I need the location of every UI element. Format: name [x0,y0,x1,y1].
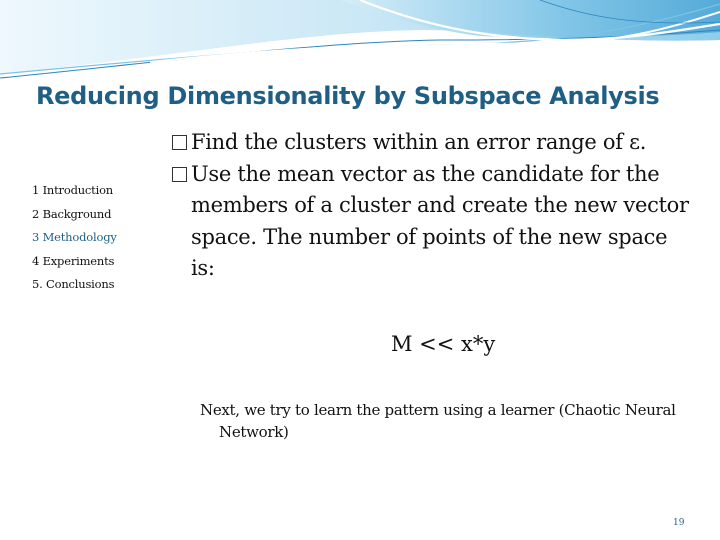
nav-item-introduction[interactable]: 1 Introduction [32,183,114,197]
page-number: 19 [673,518,685,528]
nav-item-methodology[interactable]: 3 Methodology [32,230,117,244]
nav-item-background[interactable]: 2 Background [32,206,112,221]
square-bullet-icon [172,167,187,182]
bullet-item [172,159,692,285]
formula: M << x*y [391,332,496,356]
nav-item-conclusions[interactable]: 5. Conclusions [32,277,115,291]
bullet-item [172,127,692,159]
note-text: Next, we try to learn the pattern using a learner (Chaotic Neural Network) [200,401,676,441]
slide-title: Reducing Dimensionality by Subspace Analysis [36,82,660,110]
bullet-text: Use the mean vector as the candidate for the members of a cluster and create the new vector space. The number of points of the new space is: [191,161,689,280]
bullet-text: Find the clusters within an error range of ε. [191,130,647,154]
square-bullet-icon [172,135,187,150]
header-wave-banner [0,0,720,90]
bullet-list [172,127,692,285]
section-nav [32,180,152,298]
nav-item-experiments[interactable]: 4 Experiments [32,253,115,268]
